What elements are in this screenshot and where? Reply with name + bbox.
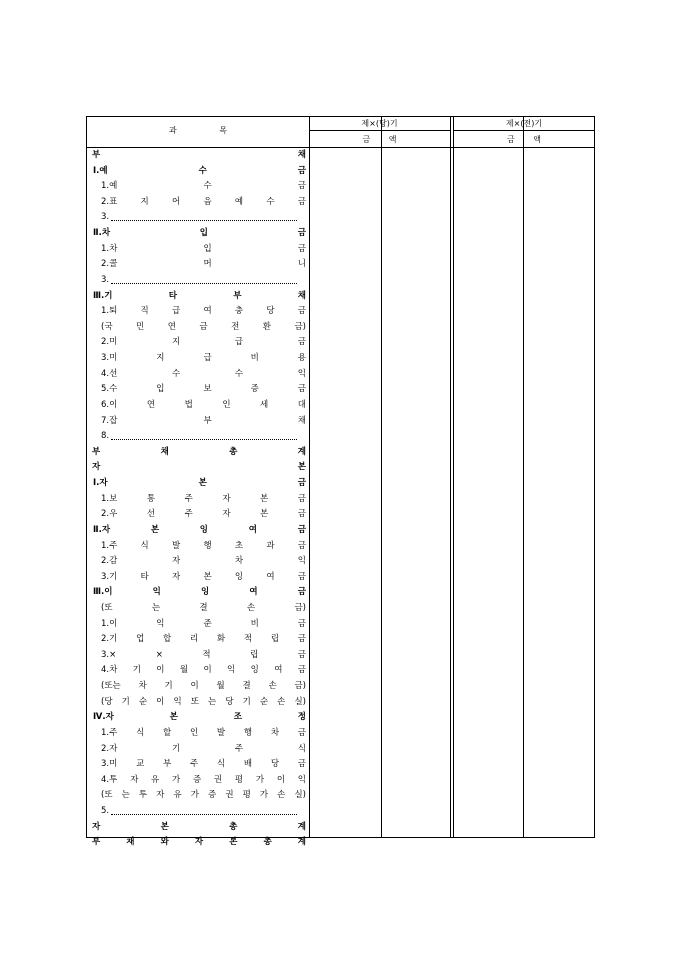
account-label: 2.표 지 어 음 예 수 금 bbox=[101, 196, 306, 207]
account-label: 6.이 연 법 인 세 대 bbox=[101, 399, 306, 410]
account-row bbox=[87, 148, 309, 164]
account-label: 부 채 와 자 본 총 계 bbox=[92, 837, 306, 848]
account-label: 2.콜 머 니 bbox=[101, 259, 306, 270]
account-title-header: 과 목 bbox=[169, 126, 227, 135]
account-row bbox=[87, 507, 309, 523]
account-label: 3. bbox=[101, 212, 110, 223]
dotted-fill-line bbox=[111, 439, 297, 440]
column-divider bbox=[450, 117, 451, 837]
account-row bbox=[87, 804, 309, 820]
account-label: Ⅲ.이 익 잉 여 금 bbox=[93, 587, 306, 598]
account-row bbox=[87, 304, 309, 320]
account-label: 3.기 타 자 본 잉 여 금 bbox=[101, 571, 306, 582]
account-row bbox=[87, 242, 309, 258]
column-divider bbox=[309, 117, 310, 837]
account-label: 2.감 자 차 익 bbox=[101, 556, 306, 567]
account-row bbox=[87, 320, 309, 336]
account-row bbox=[87, 273, 309, 289]
account-row bbox=[87, 210, 309, 226]
account-row bbox=[87, 679, 309, 695]
account-label: (또 는 결 손 금) bbox=[101, 602, 306, 613]
account-row bbox=[87, 195, 309, 211]
header-divider bbox=[309, 130, 450, 131]
column-divider bbox=[453, 117, 454, 837]
balance-sheet-table bbox=[86, 116, 595, 848]
account-row bbox=[87, 663, 309, 679]
account-row bbox=[87, 835, 309, 851]
account-label: (당 기 순 이 익 또 는 당 기 순 손 실) bbox=[101, 696, 306, 707]
account-label: (또는 차 기 이 월 결 손 금) bbox=[101, 681, 306, 692]
account-label: (또 는 투 자 유 가 증 권 평 가 손 실) bbox=[101, 790, 306, 801]
account-row bbox=[87, 367, 309, 383]
account-row bbox=[87, 429, 309, 445]
account-label: Ⅰ.예 수 금 bbox=[93, 165, 306, 176]
account-label: 3.× × 적 립 금 bbox=[101, 649, 306, 660]
dotted-fill-line bbox=[111, 814, 297, 815]
account-label: 2.자 기 주 식 bbox=[101, 743, 306, 754]
account-label: 5. bbox=[101, 806, 110, 817]
account-label: Ⅲ.기 타 부 채 bbox=[93, 290, 306, 301]
account-row bbox=[87, 648, 309, 664]
account-row bbox=[87, 554, 309, 570]
account-label: 1.주 식 발 행 초 과 금 bbox=[101, 540, 306, 551]
account-row bbox=[87, 382, 309, 398]
account-row bbox=[87, 445, 309, 461]
account-row bbox=[87, 742, 309, 758]
account-row bbox=[87, 601, 309, 617]
account-row bbox=[87, 788, 309, 804]
dotted-fill-line bbox=[111, 283, 297, 284]
column-divider bbox=[523, 117, 524, 837]
account-row bbox=[87, 617, 309, 633]
account-label: 4.선 수 수 익 bbox=[101, 368, 306, 379]
account-row bbox=[87, 492, 309, 508]
account-row bbox=[87, 539, 309, 555]
current-period-header: 제×(당)기 bbox=[361, 119, 398, 128]
account-label: 4.차 기 이 월 이 익 잉 여 금 bbox=[101, 665, 306, 676]
account-label: 자 본 총 계 bbox=[92, 821, 306, 832]
account-row bbox=[87, 710, 309, 726]
account-row bbox=[87, 585, 309, 601]
account-row bbox=[87, 351, 309, 367]
account-row bbox=[87, 398, 309, 414]
account-label: 부 채 총 계 bbox=[92, 446, 306, 457]
account-label: 자 본 bbox=[92, 462, 306, 473]
account-label: 5.수 입 보 증 금 bbox=[101, 384, 306, 395]
account-row bbox=[87, 726, 309, 742]
account-row bbox=[87, 757, 309, 773]
account-row bbox=[87, 523, 309, 539]
column-divider bbox=[381, 117, 382, 837]
account-label: Ⅱ.자 본 잉 여 금 bbox=[93, 524, 306, 535]
account-row bbox=[87, 632, 309, 648]
account-label: 2.미 지 급 금 bbox=[101, 337, 306, 348]
account-label: 2.우 선 주 자 본 금 bbox=[101, 509, 306, 520]
account-label: 부 채 bbox=[92, 150, 306, 160]
account-label: 1.예 수 금 bbox=[101, 181, 306, 192]
account-row bbox=[87, 460, 309, 476]
account-label: 7.잡 부 채 bbox=[101, 415, 306, 426]
account-row bbox=[87, 695, 309, 711]
account-row bbox=[87, 773, 309, 789]
account-label: 8. bbox=[101, 431, 110, 442]
account-row bbox=[87, 414, 309, 430]
account-row bbox=[87, 335, 309, 351]
account-row bbox=[87, 476, 309, 492]
account-row bbox=[87, 570, 309, 586]
prior-period-header: 제×(전)기 bbox=[505, 119, 543, 128]
account-label: 3.미 지 급 비 용 bbox=[101, 353, 306, 364]
account-row bbox=[87, 289, 309, 305]
account-label: 1.차 입 금 bbox=[101, 243, 306, 254]
account-label: 2.기 업 합 리 화 적 립 금 bbox=[101, 634, 306, 645]
account-label: 4.투 자 유 가 증 권 평 가 이 익 bbox=[101, 774, 306, 785]
account-label: 1.보 통 주 자 본 금 bbox=[101, 493, 306, 504]
account-label: 1.퇴 직 급 여 충 당 금 bbox=[101, 306, 306, 317]
header-divider bbox=[453, 130, 595, 131]
account-label: 3. bbox=[101, 274, 110, 285]
account-label: Ⅱ.차 입 금 bbox=[93, 228, 306, 239]
account-row bbox=[87, 820, 309, 836]
account-label: 1.주 식 할 인 발 행 차 금 bbox=[101, 727, 306, 738]
account-label: Ⅳ.자 본 조 정 bbox=[93, 712, 306, 723]
account-label: (국 민 연 금 전 환 금) bbox=[101, 321, 306, 332]
account-label: 1.이 익 준 비 금 bbox=[101, 618, 306, 629]
account-row bbox=[87, 164, 309, 180]
account-label: 3.미 교 부 주 식 배 당 금 bbox=[101, 759, 306, 770]
prior-amount-header: 금 액 bbox=[507, 135, 541, 144]
current-amount-header: 금 액 bbox=[362, 135, 397, 144]
account-row bbox=[87, 226, 309, 242]
account-label: Ⅰ.자 본 금 bbox=[93, 478, 306, 489]
account-row bbox=[87, 257, 309, 273]
dotted-fill-line bbox=[111, 220, 297, 221]
account-row bbox=[87, 179, 309, 195]
